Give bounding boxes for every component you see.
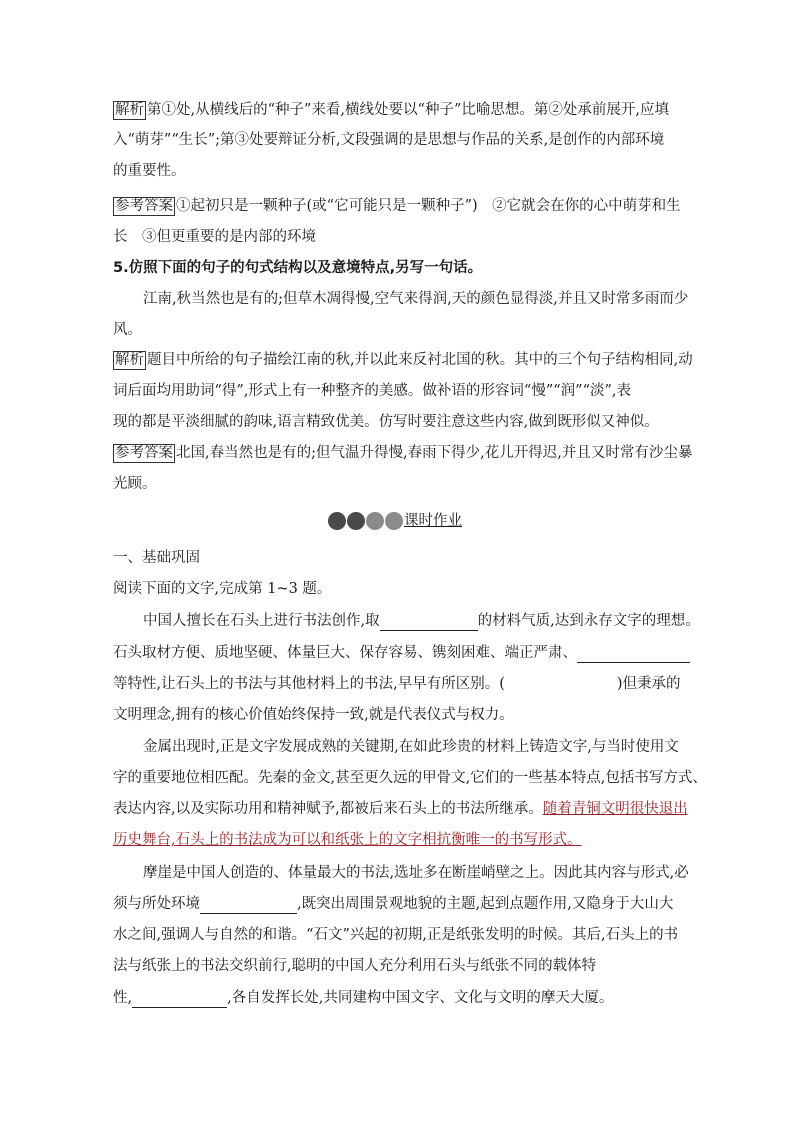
p1-line-3-a: 等特性,让石头上的书法与其他材料上的书法,早早有所区别。( — [113, 676, 505, 692]
underlined-sentence-1: 随着青铜文明很快退出 — [542, 801, 688, 817]
homework-header — [328, 511, 462, 531]
p1-line-3 — [113, 674, 681, 694]
homework-title: 课时作业 — [404, 513, 462, 529]
circle-icon — [328, 512, 346, 530]
blank-1[interactable] — [380, 614, 478, 631]
section-heading: 一、基础巩固 — [113, 550, 200, 566]
p3-line-2-a: 须与所处环境 — [113, 896, 200, 912]
p2-line-1: 金属出现时,正是文字发展成熟的关键期,在如此珍贵的材料上铸造文字,与当时使用文 — [143, 739, 679, 755]
p3-line-4: 法与纸张上的书法交织前行,聪明的中国人充分利用石头与纸张不同的载体特 — [113, 958, 597, 974]
p3-line-3: 水之间,强调人与自然的和谐。“石文”兴起的初期,正是纸张发明的时候。其后,石头上的书 — [113, 927, 679, 943]
p1-line-4: 文明理念,拥有的核心价值始终保持一致,就是代表仪式与权力。 — [113, 707, 514, 723]
circle-icon — [385, 512, 403, 530]
analysis-tag: 解析 — [115, 102, 144, 118]
circle-icon — [366, 512, 384, 530]
q5-title: 5.仿照下面的句子的句式结构以及意境特点,另写一句话。 — [113, 260, 483, 276]
answer-tag: 参考答案 — [115, 445, 173, 461]
q4-analysis-line-1 — [113, 100, 669, 120]
q5-analysis-line-1 — [113, 350, 693, 370]
q4-answer-text-1: ①起初只是一颗种子(或“它可能只是一颗种子”) ②它就会在你的心中萌芽和生 — [176, 198, 681, 214]
p3-line-1: 摩崖是中国人创造的、体量最大的书法,选址多在断崖峭壁之上。因此其内容与形式,必 — [143, 865, 689, 881]
decorative-circles — [328, 511, 404, 531]
p2-line-3 — [113, 799, 688, 819]
p1-line-2 — [113, 643, 690, 663]
q5-answer-line-1 — [113, 443, 692, 463]
q4-analysis-line-2: 入“萌芽”“生长”;第③处要辩证分析,文段强调的是思想与作品的关系,是创作的内部环境 — [113, 132, 665, 148]
q4-analysis-text-1: 第①处,从横线后的“种子”来看,横线处要以“种子”比喻思想。第②处承前展开,应填 — [147, 102, 669, 118]
q5-answer-line-2: 光顾。 — [113, 476, 157, 492]
p3-line-5-b: ,各自发挥长处,共同建构中国文字、文化与文明的摩天大厦。 — [227, 990, 614, 1006]
p3-line-2-b: ,既突出周围景观地貌的主题,起到点题作用,又隐身于大山大 — [297, 896, 674, 912]
p3-line-5 — [113, 988, 613, 1008]
p3-line-2 — [113, 894, 673, 914]
p1-line-1-a: 中国人擅长在石头上进行书法创作,取 — [143, 613, 380, 629]
p1-line-3-b: )但秉承的 — [616, 676, 681, 692]
p2-line-4 — [113, 830, 582, 850]
underlined-sentence-2: 历史舞台,石头上的书法成为可以和纸张上的文字相抗衡唯一的书写形式。 — [113, 832, 582, 848]
p3-line-5-a: 性, — [113, 990, 133, 1006]
p1-line-1 — [143, 611, 700, 631]
p2-line-2: 字的重要地位相匹配。先秦的金文,甚至更久远的甲骨文,它们的一些基本特点,包括书写方式、 — [113, 770, 707, 786]
q4-answer-line-1 — [113, 196, 681, 216]
q5-analysis-text-1: 题目中所给的句子描绘江南的秋,并以此来反衬北国的秋。其中的三个句子结构相同,动 — [147, 352, 693, 368]
p1-line-2-text: 石头取材方便、质地坚硬、体量巨大、保存容易、镌刻困难、端正严肃、 — [113, 645, 577, 661]
p2-line-3-text: 表达内容,以及实际功用和精神赋予,都被后来石头上的书法所继承。 — [113, 801, 543, 817]
blank-4[interactable] — [132, 991, 227, 1008]
q5-answer-text-1: 北国,春当然也是有的;但气温升得慢,春雨下得少,花儿开得迟,并且又时常有沙尘暴 — [176, 445, 693, 461]
q5-sentence-line-1: 江南,秋当然也是有的;但草木凋得慢,空气来得润,天的颜色显得淡,并且又时常多雨而少 — [143, 291, 689, 307]
answer-tag: 参考答案 — [115, 198, 173, 214]
q5-analysis-line-2: 词后面均用助词“得”,形式上有一种整齐的美感。做补语的形容词“慢”“润”“淡”,表 — [113, 383, 632, 399]
circle-icon — [347, 512, 365, 530]
reading-intro: 阅读下面的文字,完成第 1~3 题。 — [113, 581, 332, 597]
blank-2[interactable] — [577, 646, 690, 663]
p1-line-1-b: 的材料气质,达到永存文字的理想。 — [477, 613, 700, 629]
q4-answer-line-2: 长 ③但更重要的是内部的环境 — [113, 229, 316, 245]
blank-3[interactable] — [200, 897, 297, 914]
analysis-tag: 解析 — [115, 352, 144, 368]
q4-analysis-line-3: 的重要性。 — [113, 163, 186, 179]
q5-sentence-line-2: 风。 — [113, 322, 142, 338]
q5-analysis-line-3: 现的都是平淡细腻的韵味,语言精致优美。仿写时要注意这些内容,做到既形似又神似。 — [113, 414, 659, 430]
